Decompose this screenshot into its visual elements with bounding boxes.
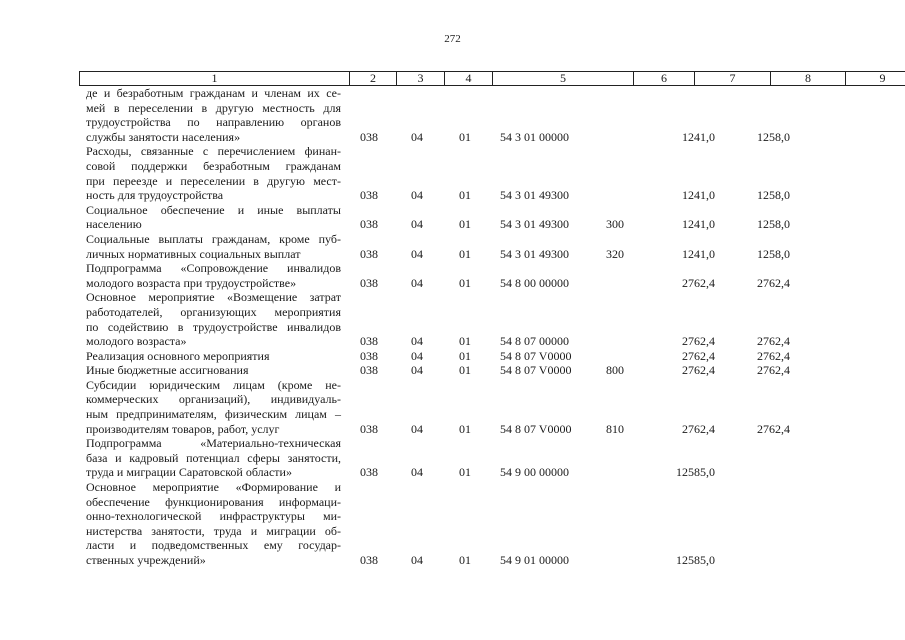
column-header-table [79,71,905,86]
cell-c8: 1258,0 [757,217,790,232]
cell-c7: 1241,0 [682,217,715,232]
description-line: Социальное обеспечение и иные выплаты [86,202,341,217]
cell-c5: 54 9 01 00000 [500,553,569,567]
description-line: совой поддержки безработным гражданам [86,158,341,173]
table-row [0,290,905,348]
cell-c4: 01 [459,465,471,480]
cell-c3: 04 [411,465,423,480]
cell-c7: 12585,0 [676,553,715,567]
table-row [0,436,905,480]
header-col-3: 3 [397,72,445,86]
description-line: де и безработным гражданам и членам их се- [86,86,341,100]
cell-c4: 01 [459,334,471,349]
description-line: Подпрограмма «Сопровождение инвалидов [86,261,341,276]
header-col-7: 7 [695,72,771,86]
cell-c7: 1241,0 [682,129,715,144]
cell-c4: 01 [459,246,471,261]
cell-c7: 1241,0 [682,188,715,203]
cell-c4: 01 [459,553,471,567]
cell-c2: 038 [360,129,378,144]
description-line: ность для трудоустройства [86,188,224,203]
description-line: молодого возраста при трудоустройстве» [86,275,297,290]
table-row [0,232,905,261]
cell-c4: 01 [459,188,471,203]
cell-c5: 54 8 00 00000 [500,275,569,290]
table-row [0,378,905,436]
description-line: Субсидии юридическим лицам (кроме не- [86,377,341,392]
cell-c2: 038 [360,465,378,480]
cell-c5: 54 8 07 V0000 [500,363,572,378]
description-line: Расходы, связанные с перечислением финан- [86,144,341,159]
cell-c3: 04 [411,246,423,261]
cell-c3: 04 [411,553,423,567]
cell-c7: 12585,0 [676,465,715,480]
description-line: Реализация основного мероприятия [86,348,270,363]
cell-c5: 54 3 01 49300 [500,217,569,232]
description-line: Основное мероприятие «Формирование и [86,480,341,495]
cell-c3: 04 [411,334,423,349]
page-number: 272 [444,33,461,45]
description-line: онно-технологической инфраструктуры ми- [86,509,341,524]
table-row [0,203,905,232]
header-col-4: 4 [445,72,493,86]
cell-c6: 810 [606,421,624,436]
cell-c3: 04 [411,217,423,232]
cell-c2: 038 [360,188,378,203]
cell-c4: 01 [459,275,471,290]
cell-c8: 2762,4 [757,334,790,349]
cell-c4: 01 [459,421,471,436]
row-description [86,349,341,364]
description-line: коммерческих организаций), индивидуаль- [86,392,341,407]
cell-c5: 54 3 01 49300 [500,188,569,203]
cell-c4: 01 [459,363,471,378]
cell-c4: 01 [459,348,471,363]
cell-c5: 54 8 07 00000 [500,334,569,349]
row-description [86,261,341,290]
cell-c3: 04 [411,421,423,436]
cell-c5: 54 8 07 V0000 [500,421,572,436]
cell-c2: 038 [360,217,378,232]
description-line: мей в переселении в другую местность для [86,100,341,115]
description-line: работодателей, организующих мероприятия [86,304,341,319]
cell-c6: 300 [606,217,624,232]
description-line: при переезде и переселении в другую мест- [86,173,341,188]
cell-c7: 2762,4 [682,363,715,378]
cell-c5: 54 3 01 49300 [500,246,569,261]
row-description [86,378,341,436]
description-line: производителям товаров, работ, услуг [86,421,280,436]
cell-c2: 038 [360,553,378,567]
cell-c2: 038 [360,421,378,436]
cell-c5: 54 3 01 00000 [500,129,569,144]
cell-c3: 04 [411,275,423,290]
description-line: обеспечение функционирования информаци- [86,494,341,509]
description-line: Основное мероприятие «Возмещение затрат [86,290,341,305]
description-line: нистерства занятости, труда и миграции об- [86,523,341,538]
cell-c3: 04 [411,348,423,363]
cell-c8: 2762,4 [757,348,790,363]
header-col-5: 5 [493,72,634,86]
cell-c3: 04 [411,188,423,203]
description-line: по содействию в трудоустройстве инвалидов [86,319,341,334]
description-line: Подпрограмма «Материально-техническая [86,436,341,451]
cell-c8: 2762,4 [757,363,790,378]
cell-c3: 04 [411,129,423,144]
table-row [0,261,905,290]
cell-c8: 2762,4 [757,421,790,436]
header-col-9: 9 [846,72,905,86]
row-description [86,144,341,202]
description-line: база и кадровый потенциал сферы занятости, [86,450,341,465]
cell-c7: 1241,0 [682,246,715,261]
table-row [0,349,905,364]
description-line: Иные бюджетные ассигнования [86,363,249,378]
row-description [86,86,341,144]
cell-c2: 038 [360,334,378,349]
table-row [0,363,905,378]
description-line: Социальные выплаты гражданам, кроме пуб- [86,231,341,246]
cell-c2: 038 [360,348,378,363]
cell-c3: 04 [411,363,423,378]
cell-c6: 800 [606,363,624,378]
header-col-8: 8 [771,72,846,86]
description-line: службы занятости населения» [86,129,241,144]
cell-c2: 038 [360,246,378,261]
cell-c8: 1258,0 [757,188,790,203]
row-description [86,232,341,261]
description-line: молодого возраста» [86,334,187,349]
cell-c2: 038 [360,363,378,378]
row-description [86,203,341,232]
description-line: личных нормативных социальных выплат [86,246,301,261]
cell-c2: 038 [360,275,378,290]
cell-c8: 1258,0 [757,129,790,144]
table-row [0,86,905,144]
row-description [86,363,341,378]
cell-c5: 54 8 07 V0000 [500,348,572,363]
budget-table-body [0,86,905,568]
description-line: труда и миграции Саратовской области» [86,465,292,480]
description-line: ственных учреждений» [86,553,206,567]
table-row [0,480,905,568]
cell-c8: 2762,4 [757,275,790,290]
cell-c5: 54 9 00 00000 [500,465,569,480]
cell-c4: 01 [459,217,471,232]
description-line: ным предпринимателям, физическим лицам – [86,407,341,422]
cell-c8: 1258,0 [757,246,790,261]
cell-c7: 2762,4 [682,421,715,436]
description-line: трудоустройства по направлению органов [86,115,341,130]
row-description [86,290,341,348]
cell-c7: 2762,4 [682,334,715,349]
cell-c4: 01 [459,129,471,144]
header-col-2: 2 [350,72,397,86]
description-line: населению [86,217,142,232]
header-col-6: 6 [634,72,695,86]
row-description [86,436,341,480]
header-col-1: 1 [211,71,218,85]
cell-c6: 320 [606,246,624,261]
row-description [86,480,341,568]
cell-c7: 2762,4 [682,275,715,290]
description-line: ласти и подведомственных ему государ- [86,538,341,553]
table-row [0,144,905,202]
cell-c7: 2762,4 [682,348,715,363]
